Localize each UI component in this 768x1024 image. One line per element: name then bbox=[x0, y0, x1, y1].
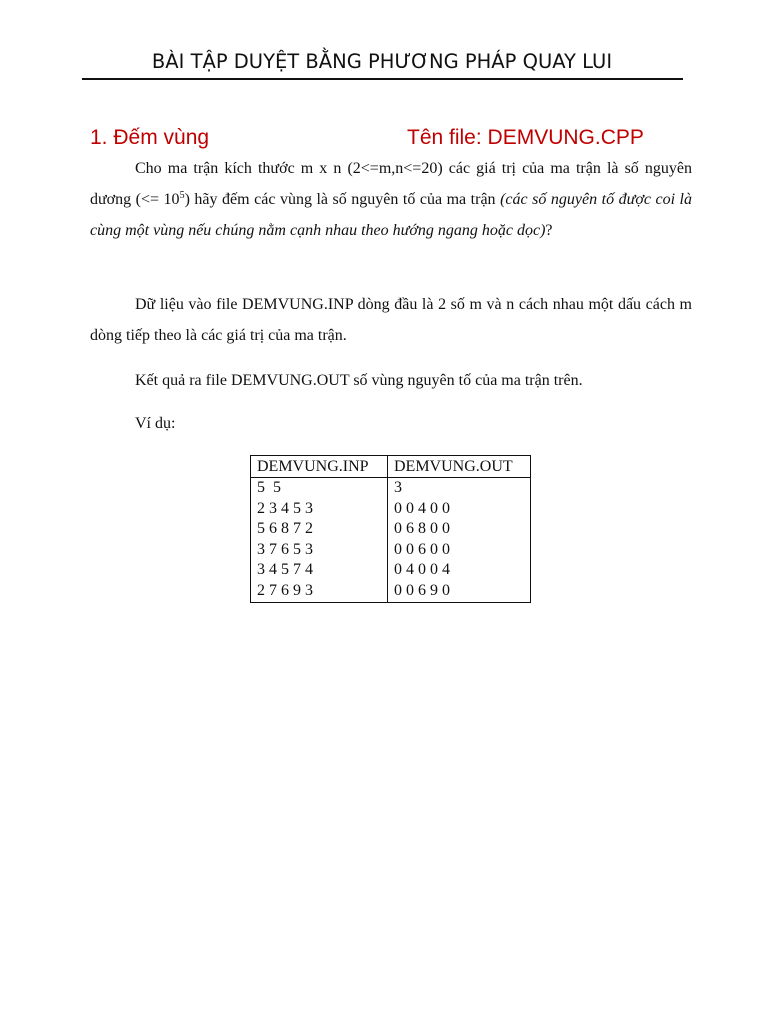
header-out: DEMVUNG.OUT bbox=[388, 456, 531, 478]
header-inp: DEMVUNG.INP bbox=[251, 456, 388, 478]
out-line: 3 bbox=[394, 479, 402, 496]
inp-line: 5 6 8 7 2 bbox=[257, 520, 313, 538]
problem-description bbox=[90, 153, 692, 246]
inp-line: 2 3 4 5 3 bbox=[257, 499, 313, 517]
input-description: Dữ liệu vào file DEMVUNG.INP dòng đầu là 2 số m và n cách nhau một dấu cách m dòng tiếp theo là các giá trị của ma trận. bbox=[90, 296, 692, 344]
table-row bbox=[251, 478, 531, 603]
title-underline bbox=[82, 78, 683, 80]
inp-line: 2 7 6 9 3 bbox=[257, 581, 313, 599]
inp-cell bbox=[251, 478, 388, 603]
out-line: 0 0 4 0 0 bbox=[394, 499, 450, 517]
example-label: Ví dụ: bbox=[135, 415, 176, 432]
problem-note-italic: (các số nguyên tố được coi là cùng một vùng nếu chúng nằm cạnh nhau theo hướng ngang hoặc dọc) bbox=[90, 191, 693, 239]
exponent: 5 bbox=[179, 190, 185, 201]
out-cell bbox=[388, 478, 531, 603]
out-line: 0 4 0 0 4 bbox=[394, 561, 450, 579]
inp-line: 3 4 5 7 4 bbox=[257, 561, 313, 579]
out-line: 0 6 8 0 0 bbox=[394, 520, 450, 538]
problem-text-a: Cho ma trận kích thước m x n (2<=m,n<=20) các giá trị của ma trận là số nguyên dương (<= 10 bbox=[90, 160, 692, 208]
out-line: 0 0 6 0 0 bbox=[394, 540, 450, 558]
output-description: Kết quả ra file DEMVUNG.OUT số vùng nguyên tố của ma trận trên. bbox=[135, 372, 583, 389]
problem-text-end: ? bbox=[545, 222, 553, 239]
section-filename: Tên file: DEMVUNG.CPP bbox=[407, 126, 644, 149]
document-title: BÀI TẬP DUYỆT BẰNG PHƯƠNG PHÁP QUAY LUI bbox=[151, 50, 613, 73]
inp-line: 3 7 6 5 3 bbox=[257, 540, 313, 558]
problem-text-b: ) hãy đếm các vùng là số nguyên tố của ma trận bbox=[184, 191, 501, 208]
out-line: 0 0 6 9 0 bbox=[394, 581, 450, 599]
inp-line: 5 5 bbox=[257, 479, 281, 496]
example-table bbox=[250, 455, 531, 603]
section-heading: 1. Đếm vùng bbox=[90, 126, 210, 149]
table-header-row bbox=[251, 456, 531, 478]
